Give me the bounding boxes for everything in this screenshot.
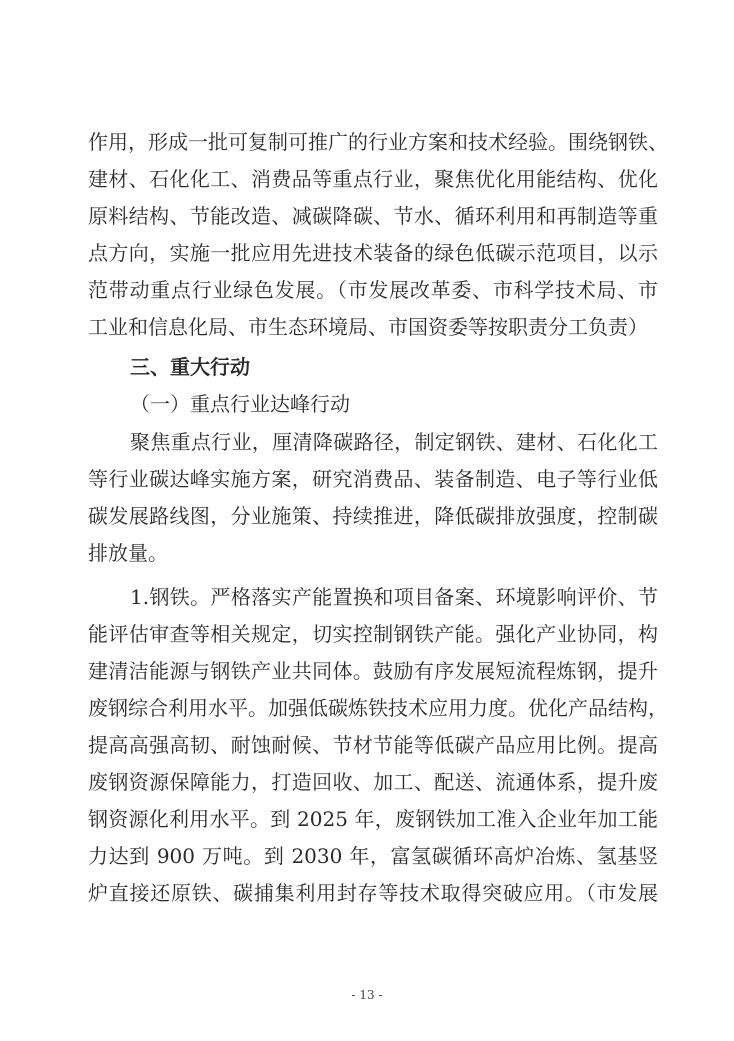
section-heading: 三、重大行动 [130,355,250,379]
text-line: 等行业碳达峰实施方案，研究消费品、装备制造、电子等行业低 [88,467,658,491]
text-line: 建清洁能源与钢铁产业共同体。鼓励有序发展短流程炼钢，提升 [88,659,658,683]
text-line: 工业和信息化局、市生态环境局、市国资委等按职责分工负责） [88,315,648,339]
text-line: 原料结构、节能改造、减碳降碳、节水、循环利用和再制造等重 [88,204,658,228]
text-line: 废钢综合利用水平。加强低碳炼铁技术应用力度。优化产品结构， [88,696,668,720]
text-line: 废钢资源保障能力，打造回收、加工、配送、流通体系，提升废 [88,770,658,794]
text-line: 炉直接还原铁、碳捕集利用封存等技术取得突破应用。（市发展 [88,881,658,905]
text-line: 排放量。 [88,541,168,565]
text-line: 作用，形成一批可复制可推广的行业方案和技术经验。围绕钢铁、 [88,130,668,154]
text-line: 碳发展路线图，分业施策、持续推进，降低碳排放强度，控制碳 [88,504,658,528]
text-line: 建材、石化化工、消费品等重点行业，聚焦优化用能结构、优化 [88,167,658,191]
page-number: - 13 - [351,988,383,1002]
text-line: 1.钢铁。严格落实产能置换和项目备案、环境影响评价、节 [130,585,658,609]
text-line: 点方向，实施一批应用先进技术装备的绿色低碳示范项目，以示 [88,241,658,265]
text-line: 能评估审查等相关规定，切实控制钢铁产能。强化产业协同，构 [88,622,658,646]
subsection-heading: （一）重点行业达峰行动 [130,392,350,416]
text-line: 提高高强高韧、耐蚀耐候、节材节能等低碳产品应用比例。提高 [88,733,658,757]
text-line: 聚焦重点行业，厘清降碳路径，制定钢铁、建材、石化化工 [130,430,658,454]
text-line: 力达到 900 万吨。到 2030 年，富氢碳循环高炉冶炼、氢基竖 [88,844,658,868]
text-line: 钢资源化利用水平。到 2025 年，废钢铁加工准入企业年加工能 [88,807,658,831]
text-line: 范带动重点行业绿色发展。（市发展改革委、市科学技术局、市 [88,278,658,302]
